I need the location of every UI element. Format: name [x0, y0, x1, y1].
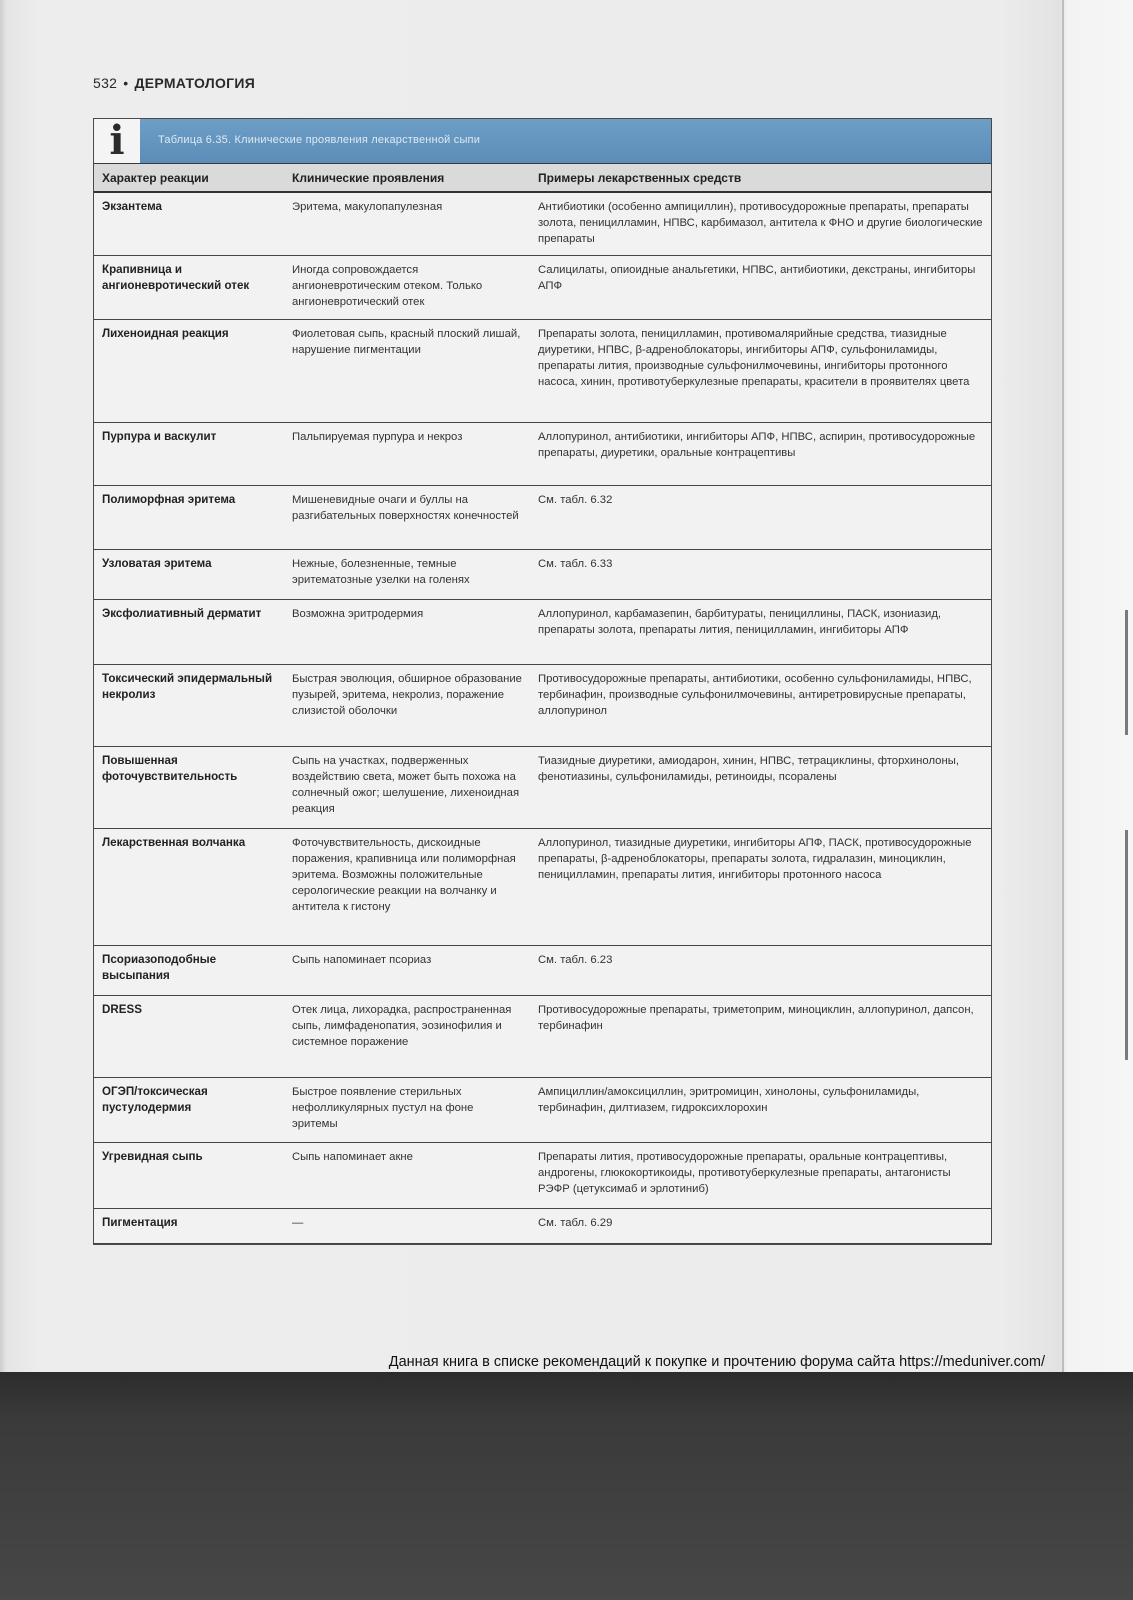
- table-row: [94, 1142, 991, 1208]
- section-title: ДЕРМАТОЛОГИЯ: [134, 75, 256, 91]
- table-grid: [94, 164, 991, 1244]
- table-caption: Таблица 6.35. Клинические проявления лекарственной сыпи: [158, 134, 481, 146]
- reaction-cell: Крапивница и ангионевротический отек: [94, 255, 284, 319]
- table-row: [94, 664, 991, 746]
- manifestation-cell: Фоточувствительность, дискоидные поражения, крапивница или полиморфная эритема. Возможны положительные серологические реакции на волчанку и антитела к гистону: [284, 828, 530, 945]
- table-row: [94, 422, 991, 485]
- manifestation-cell: Быстрая эволюция, обширное образование пузырей, эритема, некролиз, поражение слизистой оболочки: [284, 664, 530, 746]
- reaction-cell: DRESS: [94, 995, 284, 1077]
- page-edge-mark: [1125, 830, 1128, 1060]
- drugs-cell: Препараты лития, противосудорожные препараты, оральные контрацептивы, андрогены, глюкокортикоиды, противотуберкулезные препараты, антагонисты РЭФР (цетуксимаб и эрлотиниб): [530, 1142, 991, 1208]
- table-row: [94, 599, 991, 664]
- drugs-cell: См. табл. 6.33: [530, 549, 991, 599]
- reaction-cell: Повышенная фоточувствительность: [94, 746, 284, 828]
- manifestation-cell: Фиолетовая сыпь, красный плоский лишай, нарушение пигментации: [284, 319, 530, 422]
- reaction-cell: Лихеноидная реакция: [94, 319, 284, 422]
- reaction-cell: Угревидная сыпь: [94, 1142, 284, 1208]
- manifestation-cell: Сыпь на участках, подверженных воздействию света, может быть похожа на солнечный ожог; шелушение, лихеноидная реакция: [284, 746, 530, 828]
- drugs-cell: Аллопуринол, антибиотики, ингибиторы АПФ, НПВС, аспирин, противосудорожные препараты, диуретики, оральные контрацептивы: [530, 422, 991, 485]
- drugs-cell: Противосудорожные препараты, триметоприм, миноциклин, аллопуринол, дапсон, тербинафин: [530, 995, 991, 1077]
- table-row: [94, 746, 991, 828]
- drug-rash-table: [93, 118, 992, 1245]
- manifestation-cell: Мишеневидные очаги и буллы на разгибательных поверхностях конечностей: [284, 485, 530, 549]
- head-separator: •: [123, 75, 129, 91]
- drugs-cell: Ампициллин/амоксициллин, эритромицин, хинолоны, сульфониламиды, тербинафин, дилтиазем, гидроксихлорохин: [530, 1077, 991, 1142]
- table-row: [94, 485, 991, 549]
- page-edge-mark: [1125, 610, 1128, 735]
- column-header-manifestation: Клинические проявления: [284, 164, 530, 192]
- scan-background: [0, 1372, 1133, 1600]
- drugs-cell: Салицилаты, опиоидные анальгетики, НПВС, антибиотики, декстраны, ингибиторы АПФ: [530, 255, 991, 319]
- table-row: [94, 828, 991, 945]
- manifestation-cell: Сыпь напоминает псориаз: [284, 945, 530, 995]
- reaction-cell: Токсический эпидермальный некролиз: [94, 664, 284, 746]
- reaction-cell: Полиморфная эритема: [94, 485, 284, 549]
- reaction-cell: ОГЭП/токсическая пустулодермия: [94, 1077, 284, 1142]
- table-row: [94, 192, 991, 255]
- drugs-cell: Аллопуринол, тиазидные диуретики, ингибиторы АПФ, ПАСК, противосудорожные препараты, β-адреноблокаторы, препараты золота, гидралазин, миноциклин, пеницилламин, препараты лития, ингибиторы протонного насоса: [530, 828, 991, 945]
- table-row: [94, 995, 991, 1077]
- manifestation-cell: Быстрое появление стерильных нефолликулярных пустул на фоне эритемы: [284, 1077, 530, 1142]
- column-header-reaction: Характер реакции: [94, 164, 284, 192]
- manifestation-cell: Сыпь напоминает акне: [284, 1142, 530, 1208]
- table-row: [94, 549, 991, 599]
- running-head: [93, 75, 255, 91]
- table-row: [94, 1208, 991, 1243]
- manifestation-cell: Нежные, болезненные, темные эритематозные узелки на голенях: [284, 549, 530, 599]
- reaction-cell: Псориазоподобные высыпания: [94, 945, 284, 995]
- table-header-row: [94, 164, 991, 192]
- table-row: [94, 255, 991, 319]
- drugs-cell: См. табл. 6.29: [530, 1208, 991, 1243]
- reaction-cell: Экзантема: [94, 192, 284, 255]
- manifestation-cell: —: [284, 1208, 530, 1243]
- drugs-cell: Противосудорожные препараты, антибиотики, особенно сульфониламиды, НПВС, тербинафин, производные сульфонилмочевины, антиретровирусные препараты, аллопуринол: [530, 664, 991, 746]
- table-row: [94, 945, 991, 995]
- page-spine: [1062, 0, 1064, 1372]
- drugs-cell: Препараты золота, пеницилламин, противомалярийные средства, тиазидные диуретики, НПВС, β-адреноблокаторы, ингибиторы АПФ, сульфониламиды, препараты лития, производные сульфонилмочевины, ингибиторы протонного насоса, хинин, противотуберкулезные препараты, красители в проявителях цвета: [530, 319, 991, 422]
- reaction-cell: Лекарственная волчанка: [94, 828, 284, 945]
- reaction-cell: Пурпура и васкулит: [94, 422, 284, 485]
- drugs-cell: Антибиотики (особенно ампициллин), противосудорожные препараты, препараты золота, пеницилламин, НПВС, карбимазол, антитела к ФНО и другие биологические препараты: [530, 192, 991, 255]
- reaction-cell: Эксфолиативный дерматит: [94, 599, 284, 664]
- table-row: [94, 319, 991, 422]
- manifestation-cell: Возможна эритродермия: [284, 599, 530, 664]
- footer-note: Данная книга в списке рекомендаций к покупке и прочтению форума сайта https://meduniver.com/: [388, 1354, 1045, 1370]
- manifestation-cell: Отек лица, лихорадка, распространенная сыпь, лимфаденопатия, эозинофилия и системное поражение: [284, 995, 530, 1077]
- reaction-cell: Пигментация: [94, 1208, 284, 1243]
- drugs-cell: Тиазидные диуретики, амиодарон, хинин, НПВС, тетрациклины, фторхинолоны, фенотиазины, сульфониламиды, ретиноиды, псоралены: [530, 746, 991, 828]
- manifestation-cell: Пальпируемая пурпура и некроз: [284, 422, 530, 485]
- manifestation-cell: Эритема, макулопапулезная: [284, 192, 530, 255]
- table-caption-bar: [94, 119, 991, 164]
- page-number: 532: [93, 75, 118, 91]
- table-row: [94, 1077, 991, 1142]
- drugs-cell: См. табл. 6.32: [530, 485, 991, 549]
- reaction-cell: Узловатая эритема: [94, 549, 284, 599]
- drugs-cell: См. табл. 6.23: [530, 945, 991, 995]
- info-icon: i: [94, 119, 140, 163]
- drugs-cell: Аллопуринол, карбамазепин, барбитураты, пенициллины, ПАСК, изониазид, препараты золота, препараты лития, пеницилламин, ингибиторы АПФ: [530, 599, 991, 664]
- column-header-drugs: Примеры лекарственных средств: [530, 164, 991, 192]
- manifestation-cell: Иногда сопровождается ангионевротическим отеком. Только ангионевротический отек: [284, 255, 530, 319]
